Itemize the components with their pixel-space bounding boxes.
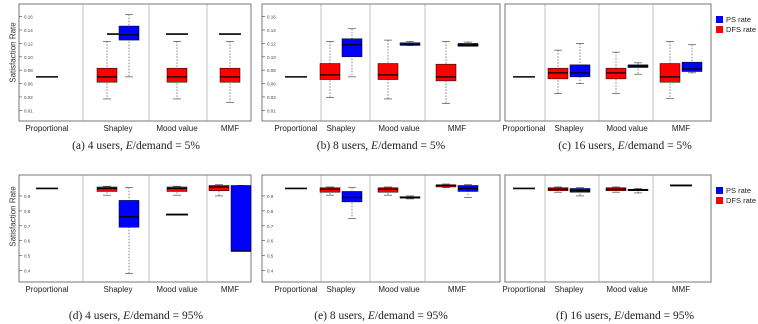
category-label: Proportional: [502, 285, 546, 294]
y-tick-label: 0.7: [24, 223, 31, 229]
legend-label-ps: PS rate: [726, 185, 752, 195]
y-axis-label-top: Satisfaction Rate: [8, 22, 18, 83]
legend-label-dfs: DFS rate: [726, 24, 757, 34]
y-tick-label: 0.10: [267, 54, 276, 60]
legend-top: [716, 14, 756, 34]
dfs-box: [606, 68, 626, 79]
ps-box: [119, 200, 139, 227]
category-label: Shapley: [326, 124, 356, 133]
dfs-box: [97, 68, 117, 82]
panel-frame: [19, 4, 251, 121]
y-tick-label: 0.4: [24, 268, 31, 274]
legend-bottom: [716, 185, 756, 205]
dfs-box: [220, 68, 240, 82]
legend-swatch-dfs: [716, 26, 723, 33]
legend-swatch-ps: [716, 16, 723, 23]
dfs-box: [320, 188, 340, 192]
y-tick-label: 0.06: [24, 81, 33, 87]
y-tick-label: 0.8: [24, 208, 31, 214]
category-label: Shapley: [326, 285, 356, 294]
y-tick-label: 0.10: [24, 54, 33, 60]
dfs-box: [209, 185, 229, 190]
ps-box: [570, 65, 590, 77]
legend-swatch-dfs: [716, 197, 723, 204]
dfs-box: [167, 187, 187, 191]
caption-f: (f) 16 users, E/demand = 95%: [555, 310, 695, 322]
y-tick-label: 0.6: [24, 238, 31, 244]
y-tick-label: 0.01: [24, 108, 33, 114]
y-tick-label: 0.01: [267, 108, 276, 114]
y-tick-label: 0.6: [267, 238, 274, 244]
dfs-box: [548, 68, 568, 79]
category-label: MMF: [671, 285, 691, 294]
caption-b: (b) 8 users, E/demand = 5%: [316, 140, 446, 152]
panel-frame: [262, 4, 500, 121]
y-tick-label: 0.14: [267, 28, 276, 34]
caption-a: (a) 4 users, E/demand = 5%: [72, 140, 200, 152]
y-tick-label: 0.08: [24, 68, 33, 74]
category-label: Mood value: [156, 124, 198, 133]
panel-frame: [505, 4, 711, 121]
category-label: MMF: [671, 124, 691, 133]
y-tick-label: 0.8: [267, 208, 274, 214]
y-tick-label: 0.5: [267, 253, 274, 259]
category-label: Mood value: [606, 285, 648, 294]
category-label: MMF: [220, 124, 240, 133]
caption-e: (e) 8 users, E/demand = 95%: [314, 310, 448, 322]
panel-frame: [505, 175, 711, 282]
legend-swatch-ps: [716, 187, 723, 194]
y-tick-label: 0.7: [267, 223, 274, 229]
category-label: MMF: [447, 285, 467, 294]
category-label: Proportional: [274, 124, 318, 133]
y-tick-label: 0.9: [24, 193, 31, 199]
y-tick-label: 0.02: [267, 94, 276, 100]
dfs-box: [436, 64, 456, 81]
y-tick-label: 0.12: [267, 41, 276, 47]
category-label: Proportional: [502, 124, 546, 133]
y-tick-label: 0.4: [267, 268, 274, 274]
ps-box: [682, 62, 702, 71]
y-tick-label: 0.02: [24, 94, 33, 100]
y-tick-label: 0.16: [24, 14, 33, 20]
category-label: Shapley: [103, 124, 133, 133]
dfs-box: [378, 64, 398, 80]
category-label: Shapley: [103, 285, 133, 294]
y-tick-label: 0.08: [267, 68, 276, 74]
category-label: Mood value: [378, 285, 420, 294]
category-label: MMF: [447, 124, 467, 133]
category-label: Shapley: [554, 285, 584, 294]
y-tick-label: 0.9: [267, 193, 274, 199]
dfs-box: [320, 64, 340, 80]
y-tick-label: 0.06: [267, 81, 276, 87]
dfs-box: [97, 187, 117, 191]
y-tick-label: 0.5: [24, 253, 31, 259]
ps-box: [231, 185, 251, 251]
category-label: Shapley: [554, 124, 584, 133]
dfs-box: [167, 68, 187, 82]
caption-c: (c) 16 users, E/demand = 5%: [558, 140, 692, 152]
category-label: Mood value: [606, 124, 648, 133]
y-tick-label: 0.12: [24, 41, 33, 47]
legend-label-ps: PS rate: [726, 14, 752, 24]
y-tick-label: 0.14: [24, 28, 33, 34]
legend-label-dfs: DFS rate: [726, 195, 757, 205]
ps-box: [342, 191, 362, 201]
category-label: Mood value: [156, 285, 198, 294]
dfs-box: [378, 188, 398, 192]
category-label: Proportional: [25, 285, 69, 294]
y-axis-label-bottom: Satisfaction Rate: [8, 186, 18, 247]
category-label: Mood value: [378, 124, 420, 133]
panel-frame: [19, 175, 251, 282]
category-label: MMF: [220, 285, 240, 294]
ps-box: [342, 39, 362, 57]
category-label: Proportional: [25, 124, 69, 133]
category-label: Proportional: [274, 285, 318, 294]
dfs-box: [660, 64, 680, 83]
caption-d: (d) 4 users, E/demand = 95%: [68, 310, 204, 322]
y-tick-label: 0.16: [267, 14, 276, 20]
ps-box: [119, 26, 139, 40]
